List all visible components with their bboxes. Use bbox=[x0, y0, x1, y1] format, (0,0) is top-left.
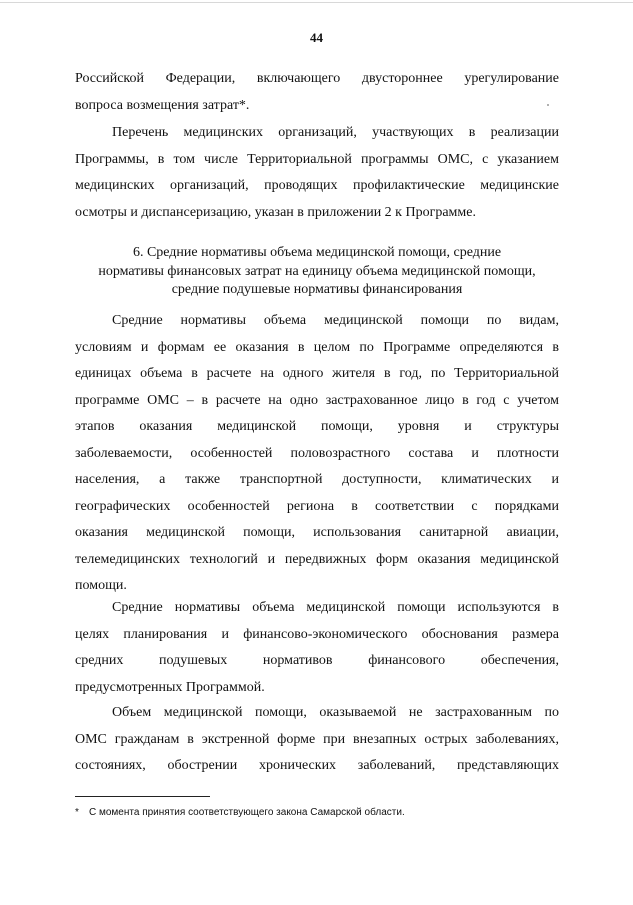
page-number: 44 bbox=[310, 30, 323, 45]
text-line: географических особенностей региона в соответствии с порядками bbox=[75, 498, 559, 514]
footnote bbox=[75, 806, 559, 820]
text-line: состояниях, обострении хронических заболеваний, представляющих bbox=[75, 758, 559, 773]
text-line: вопроса возмещения затрат*. bbox=[75, 97, 250, 113]
organizations-list-paragraph bbox=[75, 120, 559, 226]
text-line: условиям и формам ее оказания в целом по Программе определяются в bbox=[75, 339, 559, 355]
heading-line: 6. Средние нормативы объема медицинской помощи, средние bbox=[132, 245, 502, 260]
text-line: осмотры и диспансеризацию, указан в приложении 2 к Программе. bbox=[75, 204, 476, 220]
usage-paragraph bbox=[75, 595, 559, 701]
text-line: этапов оказания медицинской помощи, уровня и структуры bbox=[75, 419, 559, 434]
text-line: населения, а также транспортной доступности, климатических и bbox=[75, 472, 559, 487]
text-line: телемедицинских технологий и передвижных форм оказания медицинской bbox=[75, 551, 559, 567]
text-line: программе ОМС – в расчете на одно застрахованное лицо в год с учетом bbox=[75, 392, 559, 408]
footnote-text: С момента принятия соответствующего закона Самарской области. bbox=[89, 807, 405, 818]
text-line: Объем медицинской помощи, оказываемой не застрахованным по bbox=[112, 705, 559, 720]
text-line: Средние нормативы объема медицинской помощи по видам, bbox=[112, 313, 559, 328]
intro-paragraph bbox=[75, 66, 559, 119]
emergency-paragraph bbox=[75, 700, 559, 780]
text-line: заболеваемости, особенностей половозрастного состава и плотности bbox=[75, 445, 559, 461]
text-line: единицах объема в расчете на одного жителя в год, по Территориальной bbox=[75, 366, 559, 381]
text-line: предусмотренных Программой. bbox=[75, 679, 265, 695]
footnote-mark: * bbox=[75, 807, 79, 818]
footnote-separator bbox=[75, 796, 210, 797]
text-line: целях планирования и финансово-экономического обоснования размера bbox=[75, 626, 559, 642]
text-line: Российской Федерации, включающего двустороннее урегулирование bbox=[75, 71, 559, 86]
text-line: помощи. bbox=[75, 578, 127, 593]
heading-line: нормативы финансовых затрат на единицу объема медицинской помощи, bbox=[98, 263, 536, 279]
text-line: Средние нормативы объема медицинской помощи используются в bbox=[112, 600, 559, 615]
section-heading bbox=[60, 244, 574, 300]
text-line: средних подушевых нормативов финансового обеспечения, bbox=[75, 653, 559, 668]
scan-top-edge bbox=[0, 2, 633, 3]
text-line: Перечень медицинских организаций, участвующих в реализации bbox=[112, 125, 559, 140]
text-line: ОМС гражданам в экстренной форме при внезапных острых заболеваниях, bbox=[75, 731, 559, 747]
heading-line: средние подушевые нормативы финансирования bbox=[171, 282, 463, 297]
text-line: Программы, в том числе Территориальной программы ОМС, с указанием bbox=[75, 151, 559, 167]
text-line: оказания медицинской помощи, использования санитарной авиации, bbox=[75, 525, 559, 540]
norms-paragraph bbox=[75, 308, 559, 600]
text-line: медицинских организаций, проводящих профилактические медицинские bbox=[75, 178, 559, 193]
